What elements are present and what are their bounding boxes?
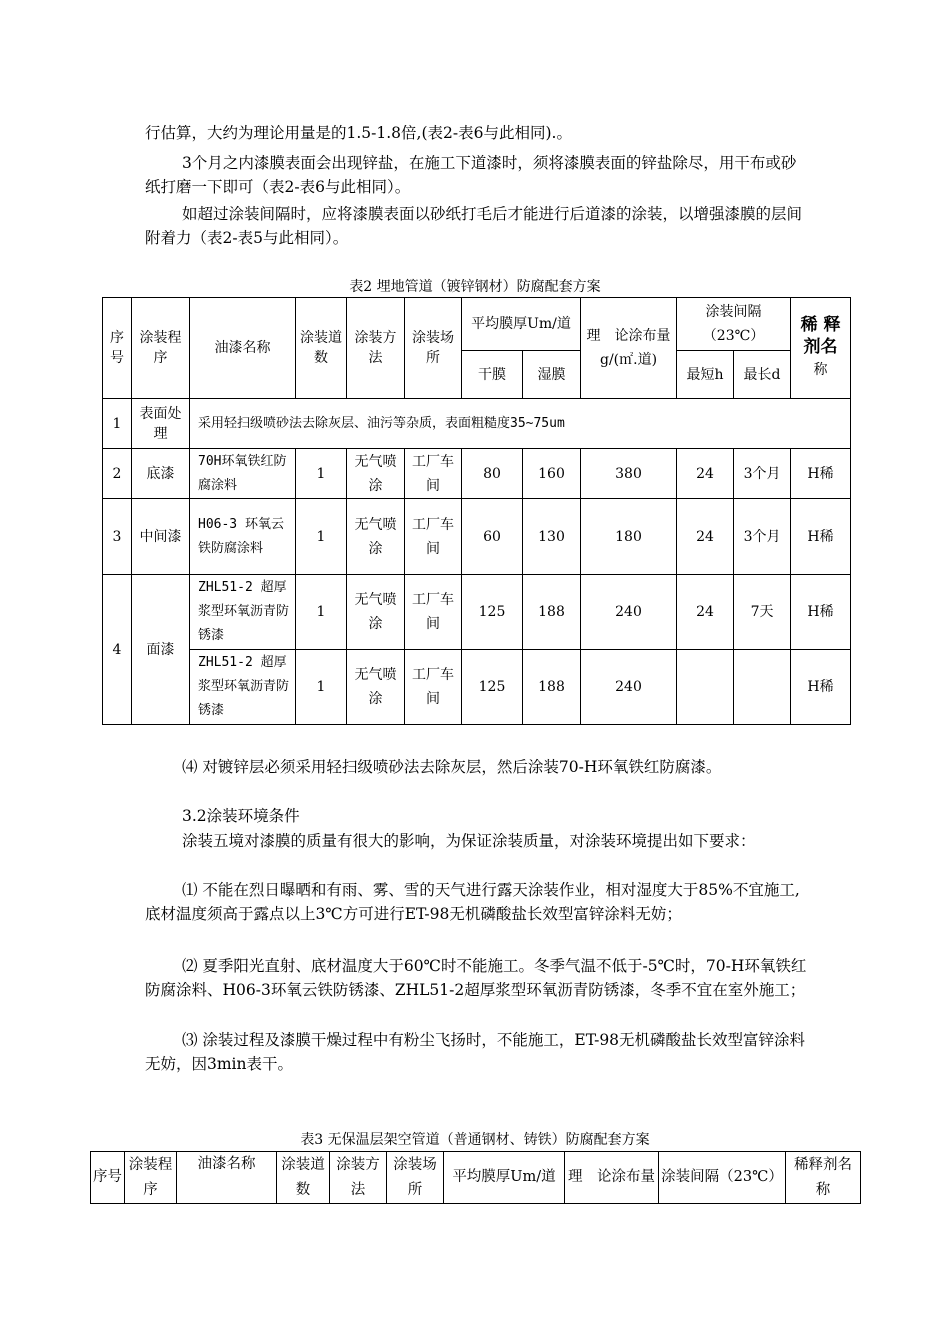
cell-wet: 188	[523, 650, 581, 725]
cell-min: 24	[677, 575, 734, 650]
note-paragraph-4: ⑷ 对镀锌层必须采用轻扫级喷砂法去除灰层，然后涂装70-H环氧铁红防腐漆。	[182, 758, 722, 776]
intro-paragraph-1: 行估算，大约为理论用量是的1.5-1.8倍,(表2-表6与此相同).。	[145, 124, 572, 142]
t3-th-coverage: 理 论涂布量	[565, 1152, 659, 1204]
cell-coats: 1	[296, 499, 347, 575]
th-thickness: 平均膜厚Um/道	[462, 298, 581, 351]
cell-site: 工厂车间	[405, 650, 462, 725]
cell-paint: 70H环氧铁红防腐涂料	[190, 449, 296, 499]
cell-site: 工厂车间	[405, 449, 462, 499]
cell-seq: 1	[103, 399, 132, 449]
cell-max	[734, 650, 791, 725]
cell-coverage: 240	[581, 575, 677, 650]
table3-header-row	[91, 1152, 861, 1204]
cell-procedure: 中间漆	[132, 499, 190, 575]
cell-seq: 3	[103, 499, 132, 575]
cell-dry: 125	[462, 575, 523, 650]
t3-th-coats: 涂装道数	[277, 1152, 330, 1204]
table-row	[103, 399, 851, 449]
t3-th-site: 涂装场所	[387, 1152, 444, 1204]
t3-th-paint-name: 油漆名称	[177, 1152, 277, 1204]
th-wet: 湿膜	[523, 351, 581, 399]
t3-th-procedure: 涂装程序	[125, 1152, 177, 1204]
th-procedure: 涂装程序	[132, 298, 190, 399]
th-thinner	[791, 298, 851, 399]
cell-site: 工厂车间	[405, 499, 462, 575]
cell-paint: ZHL51-2 超厚浆型环氧沥青防锈漆	[190, 650, 296, 725]
cell-method: 无气喷涂	[347, 650, 405, 725]
th-site: 涂装场所	[405, 298, 462, 399]
th-coats: 涂装道数	[296, 298, 347, 399]
cell-thinner: H稀	[791, 575, 851, 650]
cell-procedure: 面漆	[132, 575, 190, 725]
cell-coverage: 180	[581, 499, 677, 575]
table-row	[103, 575, 851, 650]
cell-wet: 160	[523, 449, 581, 499]
cell-thinner: H稀	[791, 449, 851, 499]
th-interval: 涂装间隔（23℃）	[677, 298, 791, 351]
intro-paragraph-2: 3个月之内漆膜表面会出现锌盐，在施工下道漆时，须将漆膜表面的锌盐除尽，用干布或砂纸打磨一下即可（表2-表6与此相同）。	[145, 154, 797, 196]
table3-caption: 表3 无保温层架空管道（普通钢材、铸铁）防腐配套方案	[300, 1132, 650, 1148]
th-seq: 序号	[103, 298, 132, 399]
th-coverage: 理 论涂布量g/(㎡.道)	[581, 298, 677, 399]
th-dry: 干膜	[462, 351, 523, 399]
th-method: 涂装方法	[347, 298, 405, 399]
cell-max: 3个月	[734, 499, 791, 575]
th-min: 最短h	[677, 351, 734, 399]
cell-dry: 80	[462, 449, 523, 499]
t3-th-interval: 涂装间隔（23℃）	[659, 1152, 786, 1204]
section-heading: 3.2涂装环境条件	[182, 807, 300, 825]
cell-coverage: 240	[581, 650, 677, 725]
table-row	[103, 650, 851, 725]
cell-method: 无气喷涂	[347, 575, 405, 650]
cell-coats: 1	[296, 449, 347, 499]
th-max: 最长d	[734, 351, 791, 399]
cell-dry: 125	[462, 650, 523, 725]
cell-min	[677, 650, 734, 725]
cell-min: 24	[677, 449, 734, 499]
cell-site: 工厂车间	[405, 575, 462, 650]
cell-thinner: H稀	[791, 499, 851, 575]
cell-wet: 130	[523, 499, 581, 575]
cell-dry: 60	[462, 499, 523, 575]
cell-coverage: 380	[581, 449, 677, 499]
table-row	[103, 499, 851, 575]
requirement-item-1: ⑴ 不能在烈日曝晒和有雨、雾、雪的天气进行露天涂装作业，相对湿度大于85%不宜施工,底材温度须高于露点以上3℃方可进行ET-98无机磷酸盐长效型富锌涂料无妨；	[145, 881, 800, 923]
table-row	[103, 449, 851, 499]
t3-th-seq: 序号	[91, 1152, 125, 1204]
cell-max: 7天	[734, 575, 791, 650]
cell-method: 无气喷涂	[347, 499, 405, 575]
t3-th-thickness: 平均膜厚Um/道	[444, 1152, 565, 1204]
cell-paint: H06-3 环氧云铁防腐涂料	[190, 499, 296, 575]
cell-procedure: 表面处理	[132, 399, 190, 449]
cell-max: 3个月	[734, 449, 791, 499]
cell-coats: 1	[296, 575, 347, 650]
cell-min: 24	[677, 499, 734, 575]
env-paragraph: 涂装五境对漆膜的质量有很大的影响，为保证涂装质量，对涂装环境提出如下要求：	[182, 832, 756, 850]
intro-paragraph-3: 如超过涂装间隔时，应将漆膜表面以砂纸打毛后才能进行后道漆的涂装，以增强漆膜的层间附着力（表2-表5与此相同）。	[145, 205, 803, 247]
cell-procedure: 底漆	[132, 449, 190, 499]
cell-seq: 4	[103, 575, 132, 725]
th-paint-name: 油漆名称	[190, 298, 296, 399]
cell-wet: 188	[523, 575, 581, 650]
cell-method: 无气喷涂	[347, 449, 405, 499]
cell-thinner: H稀	[791, 650, 851, 725]
th-thinner-overlay: 稀 释剂名	[800, 315, 841, 357]
table2	[102, 297, 851, 725]
cell-seq: 2	[103, 449, 132, 499]
cell-paint: ZHL51-2 超厚浆型环氧沥青防锈漆	[190, 575, 296, 650]
table2-caption: 表2 埋地管道（镀锌钢材）防腐配套方案	[349, 279, 601, 295]
t3-th-method: 涂装方法	[330, 1152, 387, 1204]
table2-header-row	[103, 298, 851, 351]
th-thinner-tail: 称	[813, 362, 828, 378]
requirement-item-2: ⑵ 夏季阳光直射、底材温度大于60℃时不能施工。冬季气温不低于-5℃时，70-H环氧铁红防腐涂料、H06-3环氧云铁防锈漆、ZHL51-2超厚浆型环氧沥青防锈漆，冬季不宜在室外施工；	[145, 957, 807, 999]
table3	[90, 1151, 861, 1204]
cell-coats: 1	[296, 650, 347, 725]
cell-description: 采用轻扫级喷砂法去除灰层、油污等杂质，表面粗糙度35~75um	[190, 399, 851, 449]
t3-th-thinner: 稀释剂名 称	[786, 1152, 861, 1204]
requirement-item-3: ⑶ 涂装过程及漆膜干燥过程中有粉尘飞扬时，不能施工，ET-98无机磷酸盐长效型富锌涂料无妨，因3min表干。	[145, 1031, 806, 1073]
